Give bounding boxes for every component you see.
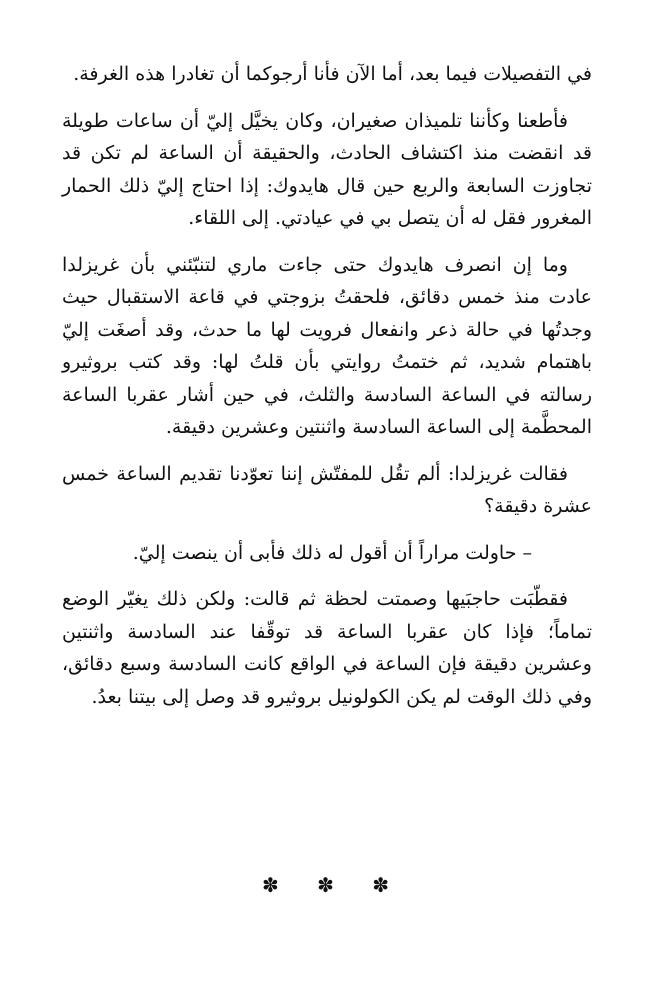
dialogue-line: – حاولت مراراً أن أقول له ذلك فأبى أن ينصت إليّ. xyxy=(132,541,532,564)
asterisk-ornament-icon: ✽ xyxy=(261,873,279,897)
page-text xyxy=(62,58,592,727)
paragraph-2: فأطعنا وكأننا تلميذان صغيران، وكان يخيَّل إليّ أن ساعات طويلة قد انقضت منذ اكتشاف الحادث، والحقيقة أن الساعة لم تكن قد تجاوزت السابعة والربع حين قال هايدوك: إذا احتاج إليّ ذلك الحمار المغرور فقل له أن يتصل بي في عيادتي. إلى اللقاء. xyxy=(62,109,592,229)
paragraph-6: فقطّبَت حاجبَيها وصمتت لحظة ثم قالت: ولكن ذلك يغيّر الوضع تماماً؛ فإذا كان عقربا الساعة قد توقّفا عند السادسة واثنتين وعشرين دقيقة فإن الساعة في الواقع كانت السادسة وسبع دقائق، وفي ذلك الوقت لم يكن الكولونيل بروثيرو قد وصل إلى بيتنا بعدُ. xyxy=(62,588,592,708)
paragraph-1: في التفصيلات فيما بعد، أما الآن فأنا أرجوكما أن تغادرا هذه الغرفة. xyxy=(73,63,592,85)
asterisk-ornament-icon: ✽ xyxy=(317,873,334,897)
section-separator xyxy=(0,873,651,897)
asterisk-ornament-icon: ✽ xyxy=(372,873,389,897)
paragraph-4: فقالت غريزلدا: ألم تقُل للمفتّش إننا تعوّدنا تقديم الساعة خمس عشرة دقيقة؟ xyxy=(62,462,592,517)
paragraph-3: وما إن انصرف هايدوك حتى جاءت ماري لتنبّئني بأن غريزلدا عادت منذ خمس دقائق، فلحقتُ بزوجتي في قاعة الاستقبال حيث وجدتُها في حالة ذعر وانفعال فرويت لها ما حدث، وقد أصغَت إليّ باهتمام شديد، ثم ختمتُ روايتي بأن قلتُ لها: وقد كتب بروثيرو رسالته في الساعة السادسة والثلث، في حين أشار عقربا الساعة المحطَّمة إلى الساعة السادسة واثنتين وعشرين دقيقة. xyxy=(62,253,592,438)
